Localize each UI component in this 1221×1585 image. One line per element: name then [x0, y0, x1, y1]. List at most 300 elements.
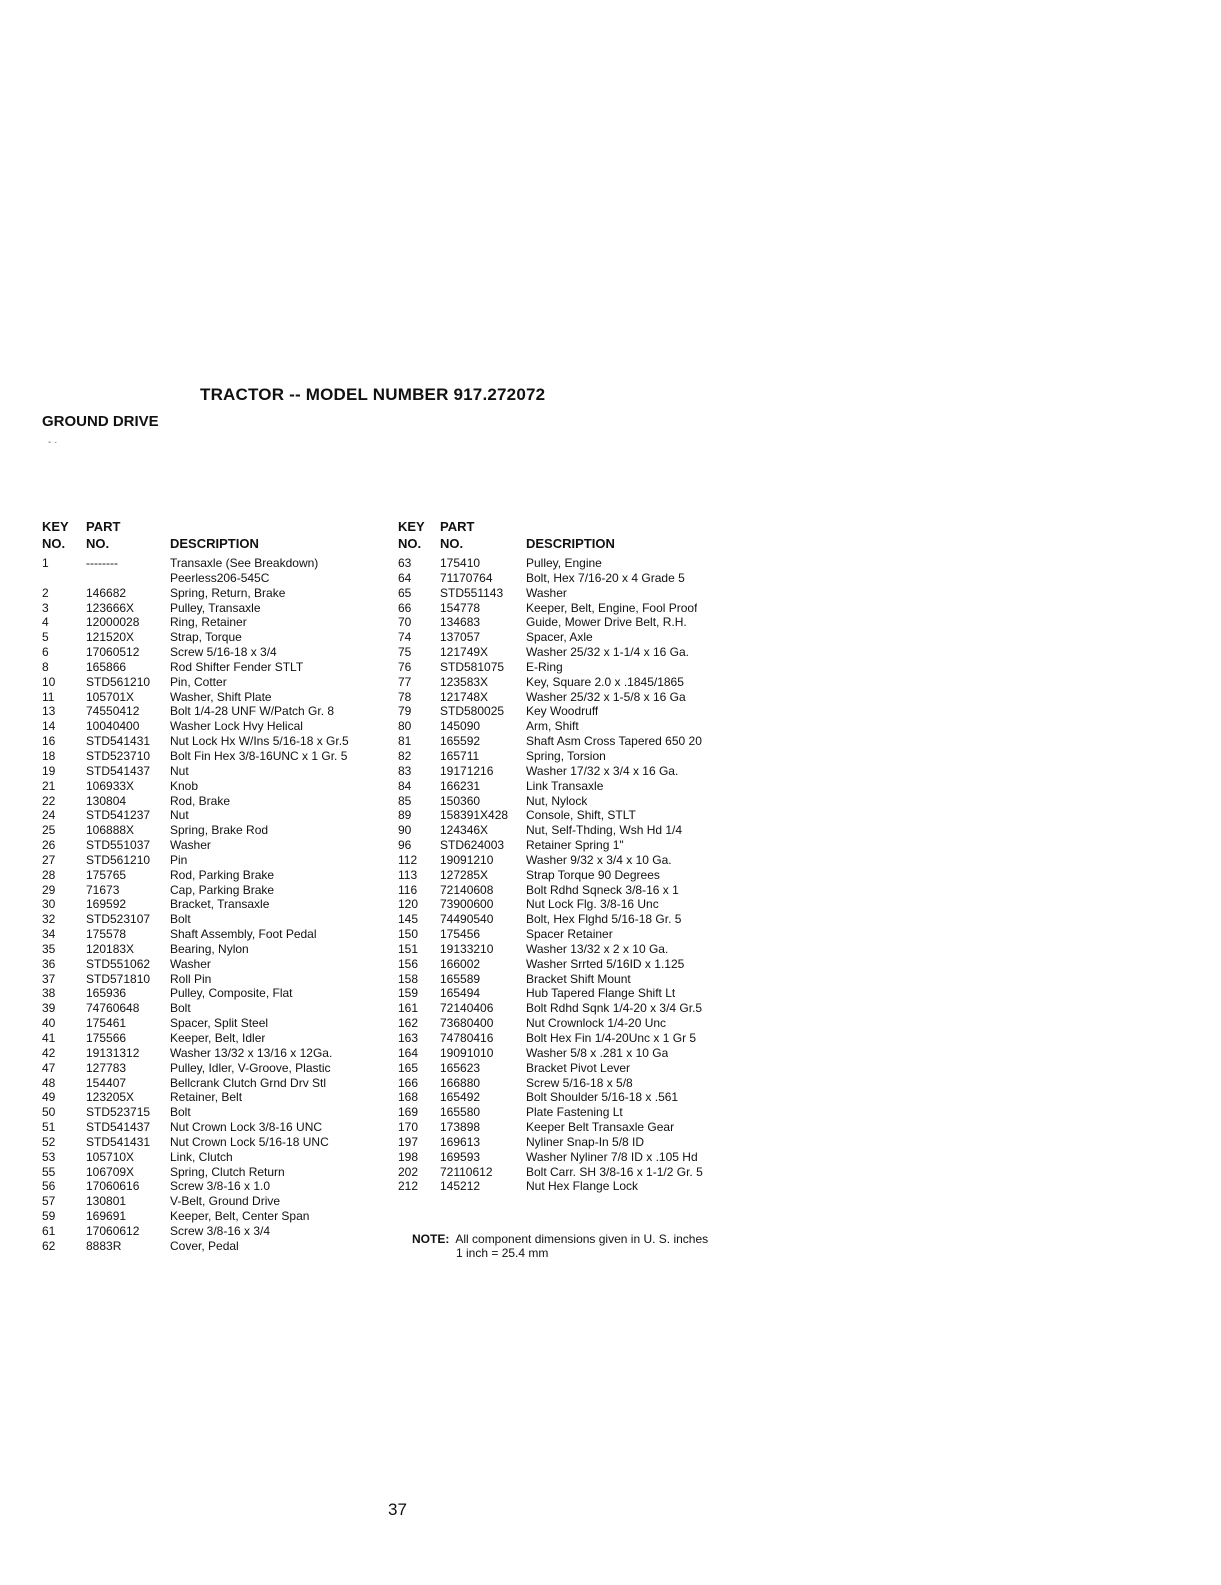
table-row — [398, 838, 703, 853]
description: Nut, Self-Thding, Wsh Hd 1/4 — [526, 823, 683, 838]
note-label: NOTE: — [412, 1232, 450, 1246]
key-no: 51 — [42, 1120, 56, 1135]
key-no: 76 — [398, 659, 412, 674]
part-no: 105701X — [86, 689, 135, 704]
table-row — [42, 942, 349, 957]
table-row — [42, 1120, 349, 1135]
table-row — [398, 912, 703, 927]
table-row — [42, 927, 349, 942]
part-no: STD581075 — [440, 659, 505, 674]
key-no: 22 — [42, 793, 56, 808]
part-no: 105710X — [86, 1149, 135, 1164]
part-no: 165866 — [86, 659, 127, 674]
key-no: 39 — [42, 1001, 56, 1016]
table-row — [42, 556, 349, 571]
part-no: 121748X — [440, 689, 489, 704]
key-no: 1 — [42, 556, 49, 570]
key-no: 74 — [398, 630, 412, 645]
table-row — [398, 897, 703, 912]
description: V-Belt, Ground Drive — [170, 1194, 281, 1209]
description: Rod, Brake — [170, 793, 231, 808]
table-row — [42, 868, 349, 883]
description: Link Transaxle — [526, 778, 604, 793]
table-row — [398, 630, 703, 645]
part-no: 130804 — [86, 793, 127, 808]
part-no: 123205X — [86, 1090, 135, 1105]
part-header-bottom: NO. — [440, 536, 464, 551]
part-no: 17060612 — [86, 1223, 140, 1238]
key-no: 24 — [42, 808, 56, 823]
key-no: 53 — [42, 1149, 56, 1164]
description: Bolt — [170, 1001, 191, 1016]
part-no: 150360 — [440, 793, 481, 808]
part-no: STD561210 — [86, 674, 151, 689]
part-no: 74760648 — [86, 1001, 140, 1016]
key-no: 61 — [42, 1223, 56, 1238]
part-no: 166231 — [440, 778, 481, 793]
table-row — [42, 601, 349, 616]
key-no: 3 — [42, 600, 49, 615]
key-header-bottom: NO. — [398, 536, 422, 551]
key-no: 84 — [398, 778, 412, 793]
key-no: 36 — [42, 956, 56, 971]
description: Spring, Torsion — [526, 748, 606, 763]
key-no: 202 — [398, 1164, 419, 1179]
key-no: 21 — [42, 778, 56, 793]
part-no: 121749X — [440, 645, 489, 660]
part-no: 8883R — [86, 1238, 122, 1253]
table-row — [398, 660, 703, 675]
key-header-bottom: NO. — [42, 536, 66, 551]
key-no: 62 — [42, 1238, 56, 1253]
description: Bolt Carr. SH 3/8-16 x 1-1/2 Gr. 5 — [526, 1164, 703, 1179]
part-no: 106933X — [86, 778, 135, 793]
part-no: -------- — [86, 556, 118, 570]
description: Keeper, Belt, Engine, Fool Proof — [526, 600, 698, 615]
table-row — [398, 1165, 703, 1180]
key-no: 96 — [398, 838, 412, 853]
description: Bolt Rdhd Sqnk 1/4-20 x 3/4 Gr.5 — [526, 1001, 703, 1016]
table-row — [398, 794, 703, 809]
part-no: 120183X — [86, 941, 135, 956]
part-no: 71170764 — [440, 570, 493, 585]
key-no: 41 — [42, 1031, 56, 1045]
description: Cover, Pedal — [170, 1238, 239, 1253]
key-no: 170 — [398, 1120, 419, 1135]
part-no: 17060616 — [86, 1179, 140, 1194]
part-no: 123666X — [86, 600, 135, 615]
description: Shaft Asm Cross Tapered 650 20 — [526, 734, 702, 749]
table-header-bottom — [42, 535, 349, 552]
key-no: 156 — [398, 956, 419, 971]
key-no: 10 — [42, 674, 56, 689]
key-no: 169 — [398, 1105, 419, 1120]
part-no: 130801 — [86, 1194, 127, 1209]
table-row — [398, 1076, 703, 1091]
table-row — [398, 986, 703, 1001]
description: Arm, Shift — [526, 719, 579, 734]
description: Strap Torque 90 Degrees — [526, 867, 660, 882]
key-header-top: KEY — [42, 519, 69, 534]
table-row — [42, 1105, 349, 1120]
description: Plate Fastening Lt — [526, 1105, 623, 1120]
key-no: 120 — [398, 897, 419, 912]
description: Console, Shift, STLT — [526, 808, 636, 823]
key-no: 63 — [398, 556, 412, 570]
part-no: 72110612 — [440, 1164, 493, 1179]
part-no: 165711 — [440, 748, 480, 763]
key-no: 78 — [398, 689, 412, 704]
description: Hub Tapered Flange Shift Lt — [526, 986, 676, 1001]
table-row — [42, 1194, 349, 1209]
key-no: 30 — [42, 897, 56, 912]
part-no: 165623 — [440, 1060, 481, 1075]
key-no: 81 — [398, 734, 412, 749]
key-no: 112 — [398, 852, 418, 867]
table-row — [42, 1179, 349, 1194]
table-row — [398, 571, 703, 586]
description: Rod, Parking Brake — [170, 867, 275, 882]
part-no: 165492 — [440, 1090, 481, 1105]
right-rows — [398, 556, 703, 1194]
table-row — [398, 972, 703, 987]
description: Bracket Shift Mount — [526, 971, 631, 986]
part-no: 154778 — [440, 600, 481, 615]
description: Nut Crown Lock 3/8-16 UNC — [170, 1120, 323, 1135]
part-no: 137057 — [440, 630, 481, 645]
key-no: 18 — [42, 748, 56, 763]
description: Pulley, Transaxle — [170, 600, 261, 615]
description: Key, Square 2.0 x .1845/1865 — [526, 674, 684, 689]
description: Washer 17/32 x 3/4 x 16 Ga. — [526, 763, 679, 778]
description: Nut Lock Flg. 3/8-16 Unc — [526, 897, 659, 912]
description: Nut — [170, 808, 189, 823]
description: Roll Pin — [170, 971, 212, 986]
table-row — [42, 675, 349, 690]
description: Bolt Fin Hex 3/8-16UNC x 1 Gr. 5 — [170, 748, 348, 763]
table-row — [42, 1076, 349, 1091]
part-no: 169691 — [86, 1209, 127, 1224]
table-row — [42, 1209, 349, 1224]
description: E-Ring — [526, 659, 563, 674]
part-no: 145212 — [440, 1179, 481, 1194]
table-row — [42, 1090, 349, 1105]
key-no: 38 — [42, 986, 56, 1001]
description: Peerless206-545C — [170, 570, 270, 585]
part-no: 175410 — [440, 556, 481, 570]
table-row — [398, 853, 703, 868]
part-no: 19091010 — [440, 1045, 494, 1060]
part-no: 19171216 — [440, 763, 494, 778]
part-no: 72140608 — [440, 882, 494, 897]
part-no: 166880 — [440, 1075, 481, 1090]
table-row — [42, 1224, 349, 1239]
table-row — [398, 719, 703, 734]
part-no: 19091210 — [440, 852, 494, 867]
description: Spacer, Axle — [526, 630, 593, 645]
part-no: 73680400 — [440, 1016, 494, 1031]
description: Pulley, Engine — [526, 556, 602, 570]
table-row — [398, 1001, 703, 1016]
part-no: STD541431 — [86, 734, 151, 749]
part-no: 106888X — [86, 823, 135, 838]
key-no: 161 — [398, 1001, 419, 1016]
part-no: 166002 — [440, 956, 481, 971]
table-row — [42, 808, 349, 823]
table-row — [42, 1150, 349, 1165]
part-no: STD541237 — [86, 808, 151, 823]
key-no: 89 — [398, 808, 412, 823]
description: Pin — [170, 852, 188, 867]
table-row — [398, 1031, 703, 1046]
description: Bearing, Nylon — [170, 941, 249, 956]
description: Pulley, Composite, Flat — [170, 986, 293, 1001]
key-no: 65 — [398, 585, 412, 600]
key-no: 48 — [42, 1075, 56, 1090]
table-row — [398, 883, 703, 898]
key-no: 59 — [42, 1209, 56, 1224]
part-no: STD523715 — [86, 1105, 151, 1120]
table-row — [42, 660, 349, 675]
part-no: STD541437 — [86, 763, 151, 778]
description: Nut Lock Hx W/Ins 5/16-18 x Gr.5 — [170, 734, 349, 749]
description: Washer 25/32 x 1-5/8 x 16 Ga — [526, 689, 686, 704]
part-no: 175461 — [86, 1016, 127, 1031]
part-no: 169593 — [440, 1149, 481, 1164]
part-no: STD551143 — [440, 585, 504, 600]
part-no: STD580025 — [440, 704, 505, 719]
table-row — [42, 883, 349, 898]
description: Cap, Parking Brake — [170, 882, 275, 897]
key-no: 28 — [42, 867, 56, 882]
key-no: 26 — [42, 838, 56, 853]
part-no: 169592 — [86, 897, 127, 912]
description: Rod Shifter Fender STLT — [170, 659, 304, 674]
description: Washer 9/32 x 3/4 x 10 Ga. — [526, 852, 672, 867]
table-row — [42, 764, 349, 779]
key-no: 49 — [42, 1090, 56, 1105]
key-no: 90 — [398, 823, 412, 838]
note-line-1: All component dimensions given in U. S. inches — [455, 1232, 709, 1246]
table-row — [42, 704, 349, 719]
description: Bracket Pivot Lever — [526, 1060, 631, 1075]
part-no: STD551062 — [86, 956, 151, 971]
key-no: 6 — [42, 645, 49, 660]
part-no: 106709X — [86, 1164, 135, 1179]
page-title: TRACTOR -- MODEL NUMBER 917.272072 — [200, 385, 546, 404]
key-no: 50 — [42, 1105, 56, 1120]
description: Washer 13/32 x 2 x 10 Ga. — [526, 941, 669, 956]
table-row — [42, 1239, 349, 1254]
description: Keeper, Belt, Center Span — [170, 1209, 310, 1224]
key-no: 198 — [398, 1149, 419, 1164]
part-no: 127783 — [86, 1060, 127, 1075]
key-no: 165 — [398, 1060, 419, 1075]
table-row — [398, 1090, 703, 1105]
table-row — [42, 1135, 349, 1150]
table-row — [398, 1179, 703, 1194]
table-row — [398, 645, 703, 660]
part-no: 145090 — [440, 719, 481, 734]
part-no: 74550412 — [86, 704, 140, 719]
key-no: 164 — [398, 1045, 419, 1060]
key-no: 47 — [42, 1060, 56, 1075]
description: Bolt Hex Fin 1/4-20Unc x 1 Gr 5 — [526, 1031, 697, 1045]
table-row — [398, 615, 703, 630]
description: Keeper, Belt, Idler — [170, 1031, 266, 1045]
part-no: 175578 — [86, 927, 127, 942]
key-no: 197 — [398, 1134, 419, 1149]
key-no: 2 — [42, 585, 49, 600]
table-row — [398, 1046, 703, 1061]
table-row — [42, 779, 349, 794]
table-row — [42, 1165, 349, 1180]
key-no: 35 — [42, 941, 56, 956]
part-no: 165580 — [440, 1105, 481, 1120]
key-no: 168 — [398, 1090, 419, 1105]
key-no: 80 — [398, 719, 412, 734]
part-no: 158391X428 — [440, 808, 509, 823]
key-no: 56 — [42, 1179, 56, 1194]
left-rows — [42, 556, 349, 1254]
part-no: 72140406 — [440, 1001, 494, 1016]
part-no: STD571810 — [86, 971, 151, 986]
description: Pin, Cotter — [170, 674, 227, 689]
key-no: 29 — [42, 882, 56, 897]
table-row — [42, 1001, 349, 1016]
part-no: 165936 — [86, 986, 127, 1001]
part-no: 175456 — [440, 927, 481, 942]
part-no: 12000028 — [86, 615, 140, 630]
table-row — [42, 972, 349, 987]
part-no: 17060512 — [86, 645, 140, 660]
table-row — [398, 764, 703, 779]
page-number: 37 — [388, 1500, 407, 1519]
part-no: 175566 — [86, 1031, 127, 1045]
table-row — [398, 808, 703, 823]
table-row — [42, 1016, 349, 1031]
table-row — [398, 675, 703, 690]
description: Bolt — [170, 912, 191, 927]
part-no: STD523710 — [86, 748, 151, 763]
description: Guide, Mower Drive Belt, R.H. — [526, 615, 687, 630]
part-no: STD541437 — [86, 1120, 151, 1135]
table-row — [398, 957, 703, 972]
table-row — [398, 942, 703, 957]
key-no: 57 — [42, 1194, 56, 1209]
table-row — [398, 1150, 703, 1165]
key-no: 34 — [42, 927, 56, 942]
table-row — [42, 615, 349, 630]
key-no: 83 — [398, 763, 412, 778]
key-no: 13 — [42, 704, 56, 719]
description: Washer Lock Hvy Helical — [170, 719, 303, 734]
section-heading: GROUND DRIVE — [42, 413, 159, 430]
parts-table-right — [398, 518, 703, 1194]
description: Bolt Rdhd Sqneck 3/8-16 x 1 — [526, 882, 679, 897]
description: Bolt — [170, 1105, 191, 1120]
description: Bellcrank Clutch Grnd Drv Stl — [170, 1075, 327, 1090]
description: Pulley, Idler, V-Groove, Plastic — [170, 1060, 331, 1075]
description: Knob — [170, 778, 199, 793]
key-no: 25 — [42, 823, 56, 838]
table-row — [42, 1046, 349, 1061]
table-row — [398, 823, 703, 838]
description: Washer Nyliner 7/8 ID x .105 Hd — [526, 1149, 698, 1164]
description: Link, Clutch — [170, 1149, 233, 1164]
description: Ring, Retainer — [170, 615, 247, 630]
description: Washer 5/8 x .281 x 10 Ga — [526, 1045, 669, 1060]
table-row — [398, 690, 703, 705]
description: Spacer Retainer — [526, 927, 613, 942]
table-row — [42, 853, 349, 868]
key-no: 158 — [398, 971, 419, 986]
part-no: 19133210 — [440, 941, 494, 956]
description: Nut — [170, 763, 189, 778]
key-no: 40 — [42, 1016, 56, 1031]
description: Shaft Assembly, Foot Pedal — [170, 927, 317, 942]
dimension-note — [412, 1232, 708, 1260]
part-no: 127285X — [440, 867, 489, 882]
key-no: 85 — [398, 793, 412, 808]
description: Washer, Shift Plate — [170, 689, 272, 704]
table-header-top — [42, 518, 349, 535]
description: Washer — [526, 585, 567, 600]
key-no: 52 — [42, 1134, 56, 1149]
key-no: 150 — [398, 927, 419, 942]
part-no: 134683 — [440, 615, 481, 630]
key-no: 19 — [42, 763, 56, 778]
table-row — [398, 1061, 703, 1076]
description: Screw 3/8-16 x 3/4 — [170, 1223, 271, 1238]
table-row — [42, 571, 349, 586]
table-header-bottom — [398, 535, 703, 552]
key-no: 113 — [398, 867, 418, 882]
table-row — [398, 779, 703, 794]
key-no: 42 — [42, 1045, 56, 1060]
part-no: STD624003 — [440, 838, 505, 853]
table-row — [42, 912, 349, 927]
description: Bracket, Transaxle — [170, 897, 270, 912]
table-row — [42, 823, 349, 838]
part-no: 10040400 — [86, 719, 140, 734]
description: Transaxle (See Breakdown) — [170, 556, 319, 570]
description: Washer — [170, 956, 211, 971]
part-header-top: PART — [86, 519, 121, 534]
table-row — [398, 586, 703, 601]
parts-table-left — [42, 518, 349, 1254]
table-row — [42, 1061, 349, 1076]
description: Spring, Brake Rod — [170, 823, 269, 838]
table-row — [42, 1031, 349, 1046]
key-no: 162 — [398, 1016, 419, 1031]
key-no: 66 — [398, 600, 412, 615]
table-row — [398, 927, 703, 942]
key-no: 14 — [42, 719, 56, 734]
key-no: 55 — [42, 1164, 56, 1179]
part-no: 154407 — [86, 1075, 127, 1090]
description: Washer Srrted 5/16ID x 1.125 — [526, 956, 685, 971]
description: Nut Crownlock 1/4-20 Unc — [526, 1016, 667, 1031]
table-row — [42, 838, 349, 853]
table-row — [42, 986, 349, 1001]
key-no: 37 — [42, 971, 56, 986]
key-no: 159 — [398, 986, 419, 1001]
part-no: STD551037 — [86, 838, 151, 853]
part-no: 19131312 — [86, 1045, 140, 1060]
description: Bolt, Hex 7/16-20 x 4 Grade 5 — [526, 570, 685, 585]
key-no: 163 — [398, 1031, 419, 1045]
